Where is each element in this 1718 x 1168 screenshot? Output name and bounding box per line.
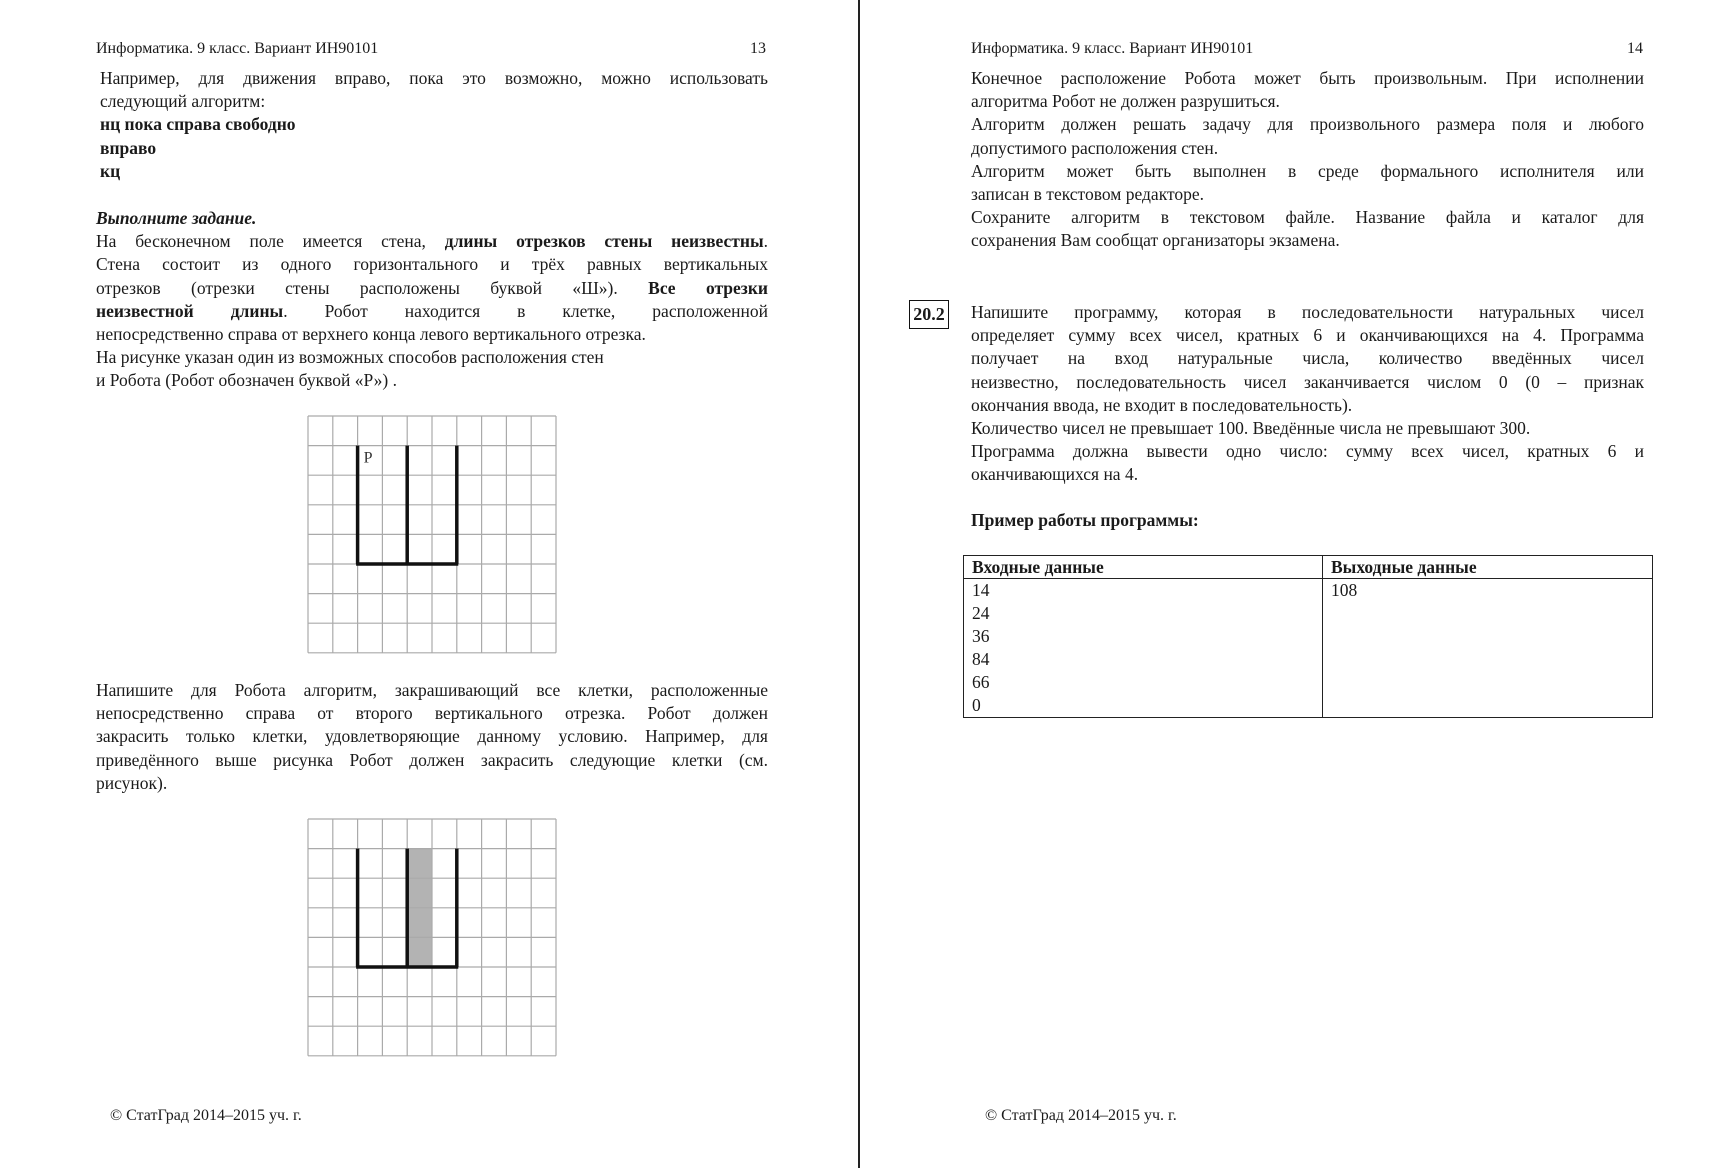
text-segment: Сохраните алгоритм в текстовом файле. Название файла и каталог для [971, 207, 1644, 228]
text-segment: Конечное расположение Робота может быть произвольным. При исполнении [971, 68, 1644, 88]
table-value: 36 [972, 626, 990, 646]
text-segment: следующий алгоритм: [100, 91, 266, 112]
text-segment: . Робот находится в клетке, расположенной [283, 300, 768, 321]
text-line [971, 440, 1644, 463]
text-segment: Алгоритм может быть выполнен в среде формального исполнителя или [971, 160, 1644, 181]
robot-field-figure-2 [306, 817, 558, 1061]
text-line [971, 183, 1644, 206]
text-line [971, 371, 1644, 394]
text-line [96, 725, 768, 748]
text-segment: допустимого расположения стен. [971, 137, 1219, 158]
text-segment: и Робота (Робот обозначен буквой «Р») . [96, 370, 397, 391]
text-segment: приведённого выше рисунка Робот должен закрасить следующие клетки (см. [96, 749, 768, 770]
table-value: 66 [972, 672, 990, 692]
text-segment: Алгоритм должен решать задачу для произвольного размера поля и любого [971, 114, 1644, 135]
example-table [963, 555, 1653, 718]
task-20-2-text [971, 301, 1644, 487]
text-segment: длины отрезков стены неизвестны [444, 231, 764, 252]
text-segment: . [763, 231, 768, 252]
text-line [971, 301, 1644, 324]
text-line [96, 230, 768, 253]
table-value: 14 [972, 580, 990, 600]
text-line [971, 67, 1644, 90]
text-segment: Стена состоит из одного горизонтального и трёх равных вертикальных [96, 254, 768, 275]
text-segment: Программа должна вывести одно число: сумму всех чисел, кратных 6 и [971, 441, 1644, 462]
text-line [100, 113, 768, 136]
text-segment: На бесконечном поле имеется стена, [96, 231, 445, 252]
text-segment: рисунок). [96, 772, 168, 793]
text-segment: алгоритма Робот не должен разрушиться. [971, 91, 1280, 112]
right-page-header: Информатика. 9 класс. Вариант ИН90101 [971, 40, 1254, 57]
text-segment: непосредственно справа от второго вертикального отрезка. Робот должен [96, 703, 768, 724]
text-line [971, 463, 1644, 486]
text-line [100, 137, 768, 160]
text-line [96, 346, 768, 369]
text-segment: Выполните задание. [96, 208, 257, 228]
instruction-paragraph [96, 679, 768, 795]
text-line [96, 369, 768, 392]
output-header: Выходные данные [1323, 556, 1653, 579]
text-segment: получает на вход натуральные числа, количество введённых чисел [971, 348, 1644, 369]
example-title: Пример работы программы: [971, 510, 1199, 530]
text-segment: неизвестно, последовательность чисел заканчивается числом 0 (0 – признак [971, 371, 1644, 392]
input-header: Входные данные [964, 556, 1323, 579]
text-line [971, 137, 1644, 160]
text-line [96, 253, 768, 276]
left-page-header: Информатика. 9 класс. Вариант ИН90101 [96, 40, 379, 57]
text-line [100, 160, 768, 183]
page-divider [858, 0, 860, 1168]
robot-marker: Р [363, 449, 373, 467]
text-line [971, 347, 1644, 370]
text-segment: Все отрезки [648, 277, 769, 298]
text-segment: нц пока справа свободно [100, 114, 296, 135]
robot-field-figure-1 [306, 414, 558, 658]
text-line [96, 323, 768, 346]
text-line [971, 229, 1644, 252]
text-segment: Например, для движения вправо, пока это возможно, можно использовать [100, 68, 768, 88]
right-page-number: 14 [1627, 40, 1643, 57]
text-segment: записан в текстовом редакторе. [971, 183, 1205, 204]
text-line [96, 772, 768, 795]
text-line [971, 394, 1644, 417]
text-line [96, 277, 768, 300]
table-value: 0 [972, 695, 981, 715]
task-paragraph [96, 207, 768, 393]
text-line [96, 207, 768, 230]
text-segment: Количество чисел не превышает 100. Введённые числа не превышают 300. [971, 417, 1531, 438]
conditions-paragraph [971, 67, 1644, 253]
left-page-number: 13 [750, 40, 766, 57]
text-segment: Напишите программу, которая в последовательности натуральных чисел [971, 302, 1644, 322]
text-line [971, 160, 1644, 183]
text-line [96, 702, 768, 725]
text-line [971, 324, 1644, 347]
text-segment: оканчивающихся на 4. [971, 464, 1139, 485]
text-segment: отрезков (отрезки стены расположены буквой «Ш»). [96, 277, 649, 298]
text-segment: На рисунке указан один из возможных способов расположения стен [96, 347, 604, 368]
text-line [971, 113, 1644, 136]
text-segment: неизвестной длины [96, 300, 284, 321]
table-value: 24 [972, 603, 990, 623]
text-segment: кц [100, 160, 121, 181]
input-cell [964, 579, 1323, 718]
text-segment: окончания ввода, не входит в последовательность). [971, 394, 1353, 415]
text-line [971, 206, 1644, 229]
table-value: 108 [1331, 580, 1358, 600]
text-line [100, 90, 768, 113]
text-segment: вправо [100, 137, 157, 158]
text-segment: закрасить только клетки, удовлетворяющие данному условию. Например, для [96, 726, 768, 747]
table-value: 84 [972, 649, 990, 669]
left-footer: © СтатГрад 2014–2015 уч. г. [110, 1107, 302, 1124]
output-cell [1323, 579, 1653, 718]
text-segment: сохранения Вам сообщат организаторы экзамена. [971, 230, 1340, 251]
right-footer: © СтатГрад 2014–2015 уч. г. [985, 1107, 1177, 1124]
text-segment: определяет сумму всех чисел, кратных 6 и оканчивающихся на 4. Программа [971, 325, 1644, 346]
text-line [971, 417, 1644, 440]
intro-paragraph [100, 67, 768, 183]
text-line [96, 679, 768, 702]
task-number-box: 20.2 [909, 300, 949, 329]
text-segment: непосредственно справа от верхнего конца левого вертикального отрезка. [96, 323, 646, 344]
text-line [971, 90, 1644, 113]
text-line [96, 300, 768, 323]
text-line [100, 67, 768, 90]
text-segment: Напишите для Робота алгоритм, закрашивающий все клетки, расположенные [96, 680, 768, 700]
text-line [96, 749, 768, 772]
